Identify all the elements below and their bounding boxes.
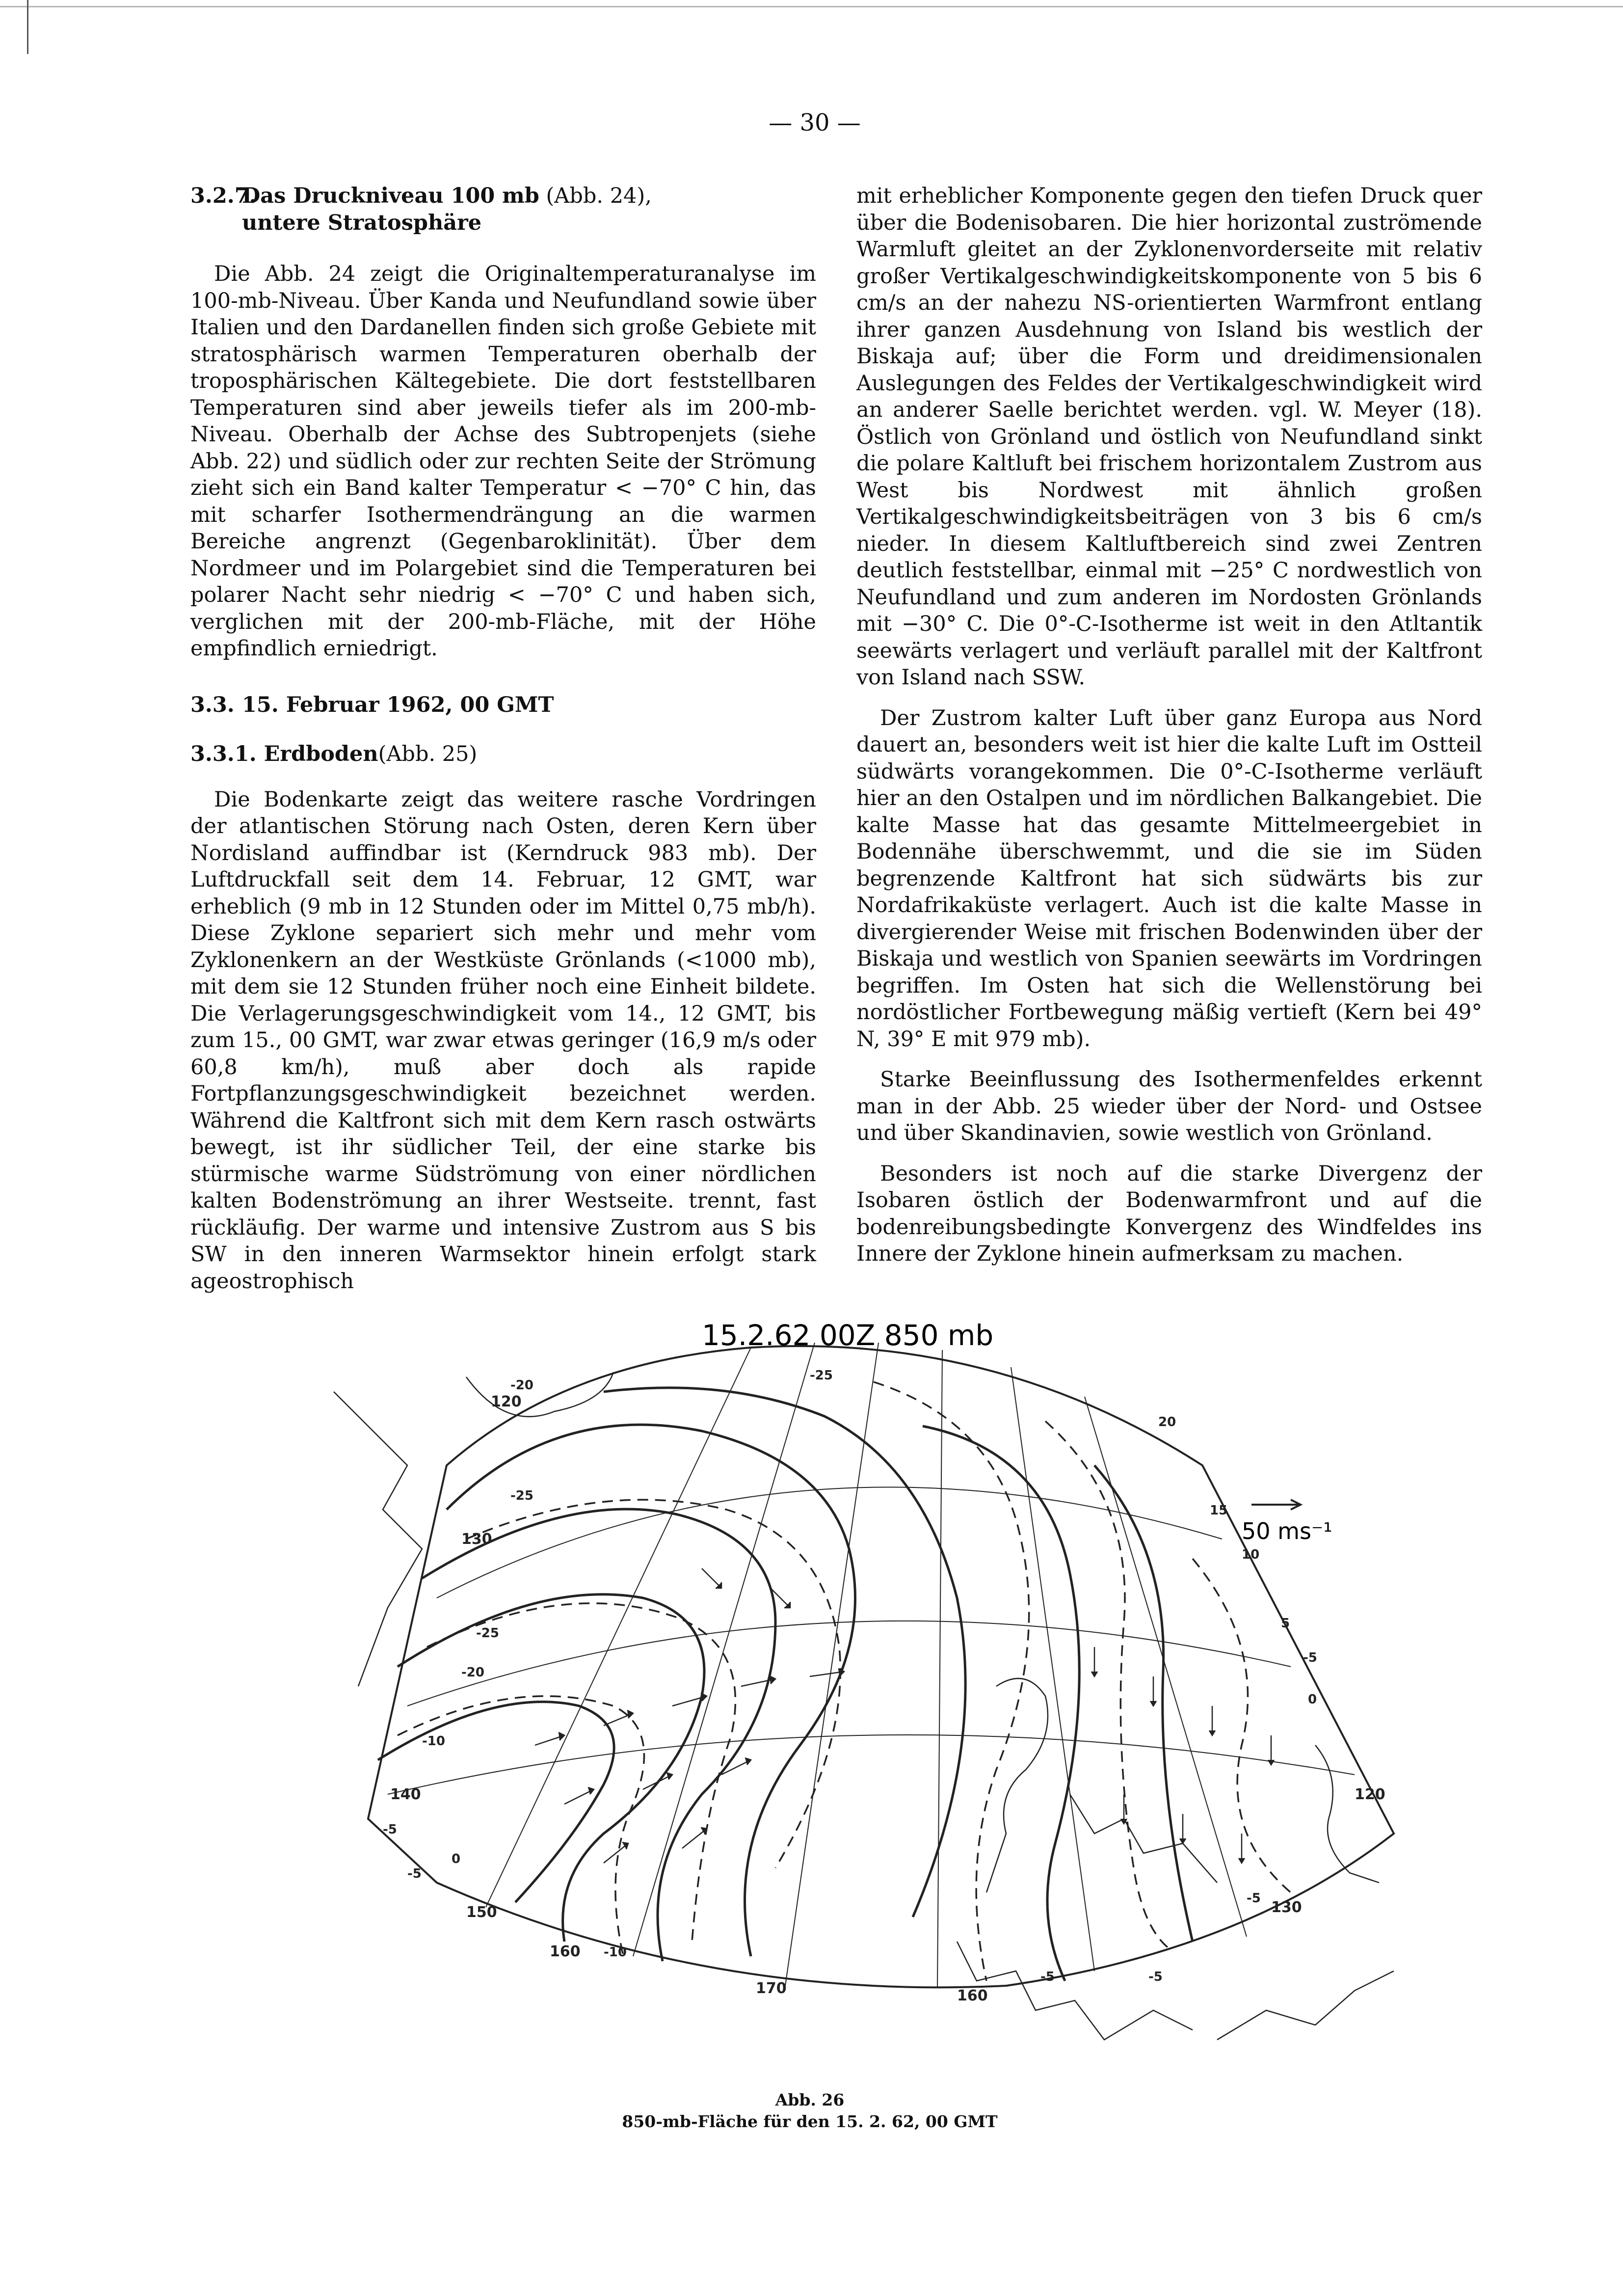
wind-arrow <box>535 1732 564 1745</box>
latitude-line <box>437 1487 1222 1598</box>
temperature-label: 5 <box>1281 1616 1290 1631</box>
temperature-label: 20 <box>1158 1415 1176 1430</box>
weather-map-svg <box>260 1303 1428 2089</box>
wind-arrow <box>564 1787 594 1804</box>
meridian-line <box>633 1343 815 1956</box>
wind-arrow <box>741 1676 775 1686</box>
temperature-label: -25 <box>476 1626 499 1641</box>
left-column <box>190 183 816 1308</box>
scale-arrow <box>1251 1500 1301 1510</box>
wind-arrow <box>1239 1834 1245 1863</box>
height-label: 160 <box>957 1987 988 2004</box>
page-number: — 30 — <box>769 109 861 136</box>
figure-caption-text: 850-mb-Fläche für den 15. 2. 62, 00 GMT <box>622 2112 998 2131</box>
page-left-rule <box>27 0 28 54</box>
height-contour <box>1094 1465 1193 1942</box>
height-label: 120 <box>491 1393 522 1410</box>
temperature-label: -5 <box>1148 1970 1163 1984</box>
section-title: 15. Februar 1962, 00 GMT <box>242 692 554 717</box>
coastline <box>1315 1745 1379 1883</box>
isotherm <box>427 1603 735 1942</box>
temperature-label: 0 <box>452 1852 461 1866</box>
meridian-line <box>785 1343 878 1986</box>
paragraph: Starke Beeinflussung des Isothermenfeldes erkennt man in der Abb. 25 wieder über der Nord- und Ostsee und über Skandinavien, sowie westlich von Grönland. <box>856 1067 1482 1145</box>
figure-caption-number: Abb. 26 <box>775 2090 845 2109</box>
height-label: 120 <box>1355 1786 1385 1803</box>
height-contour <box>604 1388 965 1917</box>
temperature-label: -5 <box>407 1866 422 1881</box>
temperature-label: -5 <box>1303 1650 1317 1665</box>
temperature-label: -25 <box>810 1368 833 1383</box>
meridian-line <box>1011 1367 1094 1971</box>
wind-arrow <box>1150 1676 1156 1706</box>
height-contour <box>447 1425 855 1956</box>
map-title: 15.2.62 00Z 850 mb <box>702 1319 994 1352</box>
temperature-label: -10 <box>422 1734 445 1749</box>
meridian-line <box>937 1350 942 1988</box>
right-column <box>856 183 1482 1281</box>
height-label: 150 <box>466 1904 497 1921</box>
height-contour <box>923 1426 1079 1981</box>
temperature-label: -10 <box>604 1945 627 1960</box>
paragraph: Der Zustrom kalter Luft über ganz Europa aus Nord dauert an, besonders weit ist hier die kalte Luft im Ostteil südwärts vorangekommen. Die 0°-C-Isotherme verläuft hier an den Ostalpen und im nördlichen Balkangebiet. Die kalte Masse hat das gesamte Mittelmeergebiet in Bodennähe überschwemmt, und die sie im Süden begrenzende Kaltfront hat sich südwärts bis zur Nordafrikaküste verlagert. Auch ist die kalte Masse in divergierender Weise mit frischen Bodenwinden über der Biskaja und westlich von Spanien seewärts im Vordringen begriffen. Im Osten hat sich die Wellenstörung bei nordöstlicher Fortbewegung mäßig vertieft (Kern bei 49° N, 39° E mit 979 mb). <box>856 705 1482 1052</box>
section-number: 3.3. <box>190 692 235 717</box>
height-contour <box>422 1509 775 1961</box>
section-figure-ref: (Abb. 24), <box>539 184 652 208</box>
coastline <box>986 1678 1048 1892</box>
height-label: 130 <box>461 1531 492 1548</box>
wind-arrow <box>1180 1814 1186 1843</box>
coastline <box>334 1392 422 1686</box>
section-figure-ref: (Abb. 25) <box>378 742 478 766</box>
coastline <box>1070 1794 1217 1883</box>
paragraph: Besonders ist noch auf die starke Divergenz der Isobaren östlich der Bodenwarmfront und auf die bodenreibungsbedingte Konvergenz des Windfeldes ins Innere der Zyklone hinein aufmerksam zu machen. <box>856 1161 1482 1266</box>
section-heading-3-3 <box>190 692 816 719</box>
temperature-label: 15 <box>1210 1503 1228 1518</box>
latitude-line <box>407 1621 1291 1706</box>
wind-scale-label: 50 ms⁻¹ <box>1242 1518 1332 1544</box>
wind-arrow <box>702 1568 721 1588</box>
temperature-label: -5 <box>1247 1891 1261 1906</box>
coastline <box>1217 1971 1394 2040</box>
page-top-rule <box>0 6 1623 7</box>
wind-arrow <box>1091 1647 1097 1676</box>
temperature-label: -20 <box>461 1665 484 1680</box>
section-title: Das Druckniveau 100 mb <box>242 184 539 208</box>
weather-map-figure <box>260 1303 1428 2089</box>
section-heading-3-3-1 <box>190 741 816 768</box>
temperature-label: -25 <box>510 1488 533 1503</box>
height-label: 140 <box>390 1786 421 1803</box>
wind-arrow <box>604 1710 633 1726</box>
wind-arrow <box>604 1842 628 1863</box>
wind-arrow <box>1268 1735 1274 1765</box>
section-title-line2: untere Stratosphäre <box>242 210 482 235</box>
paragraph: Die Bodenkarte zeigt das weitere rasche Vordringen der atlantischen Störung nach Osten, deren Kern über Nordisland auffindbar ist (Kerndruck 983 mb). Der Luftdruckfall seit dem 14. Februar, 12 GMT, war erheblich (9 mb in 12 Stunden oder im Mittel 0,75 mb/h). Diese Zyklone separiert sich mehr und mehr vom Zyklonenkern an der Westküste Grönlands (<1000 mb), mit dem sie 12 Stunden früher noch eine Einheit bildete. Die Verlagerungsgeschwindigkeit vom 14., 12 GMT, bis zum 15., 00 GMT, war zwar etwas geringer (16,9 m/s oder 60,8 km/h), muß aber doch als rapide Fortpflanzungsgeschwindigkeit bezeichnet werden. Während die Kaltfront sich mit dem Kern rasch ostwärts bewegt, ist ihr südlicher Teil, der eine starke bis stürmische warme Südströmung von einer nördlichen kalten Bodenströmung an ihrer Westseite. trennt, fast rückläufig. Der warme und intensive Zustrom aus S bis SW in den inneren Warmsektor hinein erfolgt stark ageostrophisch <box>190 787 816 1294</box>
isotherm <box>466 1500 840 1868</box>
section-number: 3.3.1. <box>190 742 257 766</box>
map-boundary <box>368 1346 1394 1987</box>
height-label: 170 <box>756 1980 787 1997</box>
section-number: 3.2.7. <box>190 184 257 208</box>
wind-arrow <box>1209 1706 1215 1735</box>
coastline <box>466 1372 613 1417</box>
paragraph: Die Abb. 24 zeigt die Originaltemperaturanalyse im 100-mb-Niveau. Über Kanda und Neufundland sowie über Italien und den Dardanellen finden sich große Gebiete mit stratosphärisch warmen Temperaturen oberhalb der troposphärischen Kältegebiete. Die dort feststellbaren Temperaturen sind aber jeweils tiefer als im 200-mb-Niveau. Oberhalb der Achse des Subtropenjets (siehe Abb. 22) und südlich oder zur rechten Seite der Strömung zieht sich ein Band kalter Temperatur < −70° C hin, das mit scharfer Isothermendrängung an die warmen Bereiche angrenzt (Gegenbaroklinität). Über dem Nordmeer und im Polargebiet sind die Temperaturen bei polarer Nacht sehr niedrig < −70° C und haben sich, verglichen mit der 200-mb-Fläche, mit der Höhe empfindlich erniedrigt. <box>190 262 816 661</box>
section-title: Erdboden <box>264 742 378 766</box>
latitude-line <box>388 1735 1355 1794</box>
temperature-label: -20 <box>510 1378 533 1393</box>
temperature-label: 0 <box>1308 1692 1317 1707</box>
meridian-line <box>1085 1397 1247 1937</box>
height-label: 160 <box>550 1943 581 1960</box>
temperature-label: -5 <box>383 1822 397 1837</box>
coastline <box>957 1942 1193 2040</box>
section-heading-3-2-7 <box>190 183 816 236</box>
height-label: 130 <box>1271 1899 1302 1916</box>
temperature-label: 10 <box>1242 1547 1260 1562</box>
temperature-label: -5 <box>1040 1970 1055 1984</box>
paragraph: mit erheblicher Komponente gegen den tiefen Druck quer über die Bodenisobaren. Die hier horizontal zuströmende Warmluft gleitet an der Zyklonenvorderseite mit relativ großer Vertikalgeschwindigkeitskomponente von 5 bis 6 cm/s an der nahezu NS-orientierten Warmfront entlang ihrer ganzen Ausdehnung von Island bis westlich der Biskaja auf; über die Form und dreidimensionalen Auslegungen des Feldes der Vertikalgeschwindigkeit wird an anderer Saelle berichtet werden. vgl. W. Meyer (18). Östlich von Grönland und östlich von Neufundland sinkt die polare Kaltluft bei frischem horizontalem Zustrom aus West bis Nordwest mit ähnlich großen Vertikalgeschwindigkeitsbeiträgen von 3 bis 6 cm/s nieder. In diesem Kaltluftbereich sind zwei Zentren deutlich feststellbar, einmal mit −25° C nordwestlich von Neufundland und zum anderen im Nordosten Grönlands mit −30° C. Die 0°-C-Isotherme ist weit in den Atltantik seewärts verlagert und verläuft parallel mit der Kaltfront von Island nach SSW. <box>856 184 1482 690</box>
